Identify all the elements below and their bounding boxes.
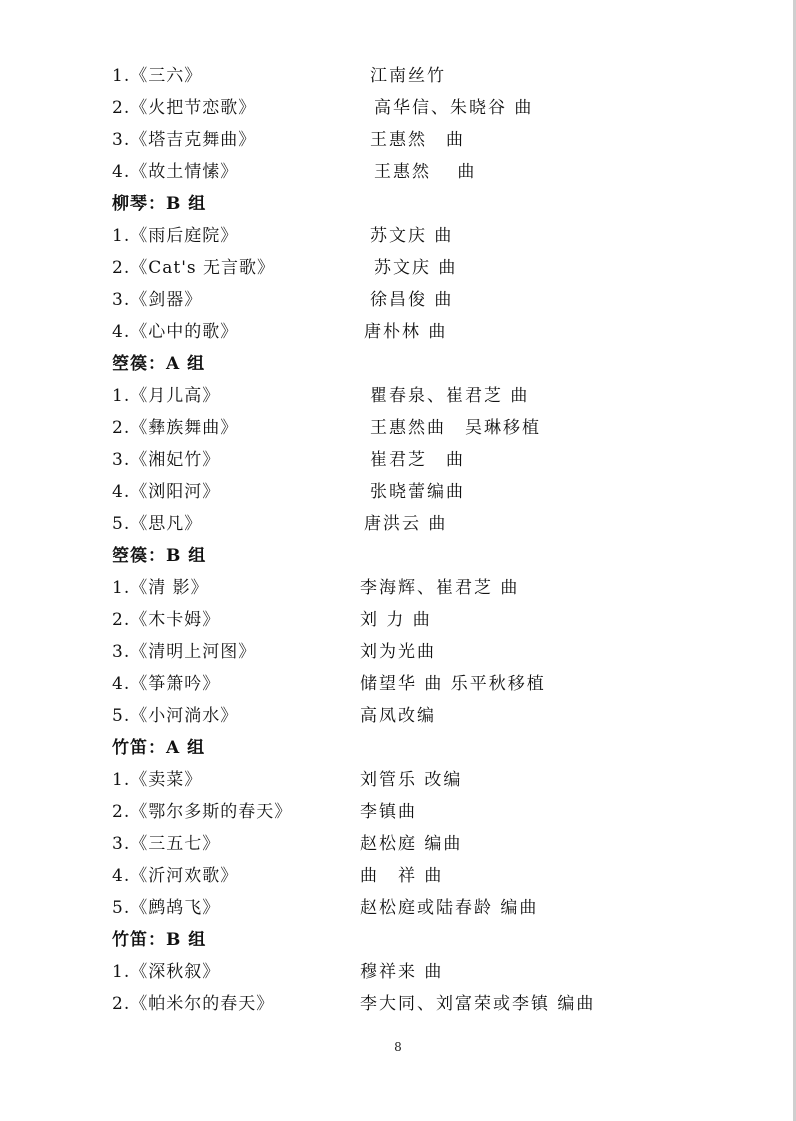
composer-credit: 李镇曲 (360, 802, 417, 822)
composer-credit: 苏文庆 曲 (370, 226, 454, 246)
piece-title: 2.《木卡姆》 (112, 610, 221, 630)
piece-title: 1.《雨后庭院》 (112, 226, 239, 246)
repertoire-item-row (0, 156, 796, 188)
section-heading: 箜篌：B 组 (112, 546, 207, 566)
section-heading-row (0, 732, 796, 764)
composer-credit: 瞿春泉、崔君芝 曲 (370, 386, 530, 406)
section-heading: 柳琴：B 组 (112, 194, 207, 214)
piece-title: 5.《小河淌水》 (112, 706, 239, 726)
piece-title: 4.《心中的歌》 (112, 322, 239, 342)
repertoire-item-row (0, 668, 796, 700)
repertoire-item-row (0, 764, 796, 796)
composer-credit: 储望华 曲 乐平秋移植 (360, 674, 546, 694)
composer-credit: 唐朴林 曲 (364, 322, 448, 342)
repertoire-item-row (0, 796, 796, 828)
piece-title: 1.《卖菜》 (112, 770, 203, 790)
composer-credit: 江南丝竹 (370, 66, 446, 86)
section-heading: 竹笛：A 组 (112, 738, 206, 758)
repertoire-item-row (0, 252, 796, 284)
piece-title: 4.《浏阳河》 (112, 482, 221, 502)
section-heading-row (0, 348, 796, 380)
section-heading-row (0, 924, 796, 956)
repertoire-item-row (0, 956, 796, 988)
repertoire-item-row (0, 316, 796, 348)
repertoire-item-row (0, 860, 796, 892)
section-heading: 竹笛：B 组 (112, 930, 207, 950)
composer-credit: 李大同、刘富荣或李镇 编曲 (360, 994, 596, 1014)
piece-title: 3.《湘妃竹》 (112, 450, 221, 470)
repertoire-item-row (0, 444, 796, 476)
repertoire-item-row (0, 828, 796, 860)
piece-title: 2.《彝族舞曲》 (112, 418, 239, 438)
piece-title: 4.《故土情愫》 (112, 162, 239, 182)
repertoire-item-row (0, 988, 796, 1020)
piece-title: 1.《月儿高》 (112, 386, 221, 406)
composer-credit: 徐昌俊 曲 (370, 290, 454, 310)
repertoire-item-row (0, 508, 796, 540)
piece-title: 1.《深秋叙》 (112, 962, 221, 982)
composer-credit: 高华信、朱晓谷 曲 (374, 98, 534, 118)
repertoire-item-row (0, 604, 796, 636)
repertoire-list (0, 60, 796, 1020)
composer-credit: 高凤改编 (360, 706, 436, 726)
composer-credit: 王惠然 曲 (370, 130, 465, 150)
repertoire-item-row (0, 476, 796, 508)
composer-credit: 唐洪云 曲 (364, 514, 448, 534)
section-heading-row (0, 188, 796, 220)
repertoire-item-row (0, 412, 796, 444)
piece-title: 1.《三六》 (112, 66, 203, 86)
composer-credit: 张晓蕾编曲 (370, 482, 465, 502)
repertoire-item-row (0, 380, 796, 412)
repertoire-item-row (0, 572, 796, 604)
repertoire-item-row (0, 284, 796, 316)
piece-title: 2.《Cat's 无言歌》 (112, 258, 275, 278)
repertoire-item-row (0, 636, 796, 668)
composer-credit: 李海辉、崔君芝 曲 (360, 578, 520, 598)
piece-title: 5.《思凡》 (112, 514, 203, 534)
section-heading: 箜篌：A 组 (112, 354, 206, 374)
repertoire-item-row (0, 60, 796, 92)
piece-title: 3.《三五七》 (112, 834, 221, 854)
composer-credit: 苏文庆 曲 (374, 258, 458, 278)
composer-credit: 王惠然 曲 (374, 162, 477, 182)
piece-title: 2.《火把节恋歌》 (112, 98, 257, 118)
piece-title: 1.《清 影》 (112, 578, 209, 598)
piece-title: 4.《筝箫吟》 (112, 674, 221, 694)
section-heading-row (0, 540, 796, 572)
composer-credit: 刘为光曲 (360, 642, 436, 662)
repertoire-item-row (0, 700, 796, 732)
composer-credit: 王惠然曲 吴琳移植 (370, 418, 541, 438)
piece-title: 3.《清明上河图》 (112, 642, 257, 662)
repertoire-item-row (0, 124, 796, 156)
composer-credit: 曲 祥 曲 (360, 866, 444, 886)
composer-credit: 刘 力 曲 (360, 610, 432, 630)
composer-credit: 赵松庭或陆春龄 编曲 (360, 898, 539, 918)
piece-title: 5.《鹧鸪飞》 (112, 898, 221, 918)
piece-title: 2.《鄂尔多斯的春天》 (112, 802, 293, 822)
piece-title: 2.《帕米尔的春天》 (112, 994, 275, 1014)
repertoire-item-row (0, 892, 796, 924)
piece-title: 4.《沂河欢歌》 (112, 866, 239, 886)
repertoire-item-row (0, 220, 796, 252)
composer-credit: 刘管乐 改编 (360, 770, 463, 790)
composer-credit: 崔君芝 曲 (370, 450, 465, 470)
piece-title: 3.《塔吉克舞曲》 (112, 130, 257, 150)
repertoire-item-row (0, 92, 796, 124)
page-number: 8 (394, 1040, 402, 1054)
piece-title: 3.《剑器》 (112, 290, 203, 310)
composer-credit: 穆祥来 曲 (360, 962, 444, 982)
composer-credit: 赵松庭 编曲 (360, 834, 463, 854)
